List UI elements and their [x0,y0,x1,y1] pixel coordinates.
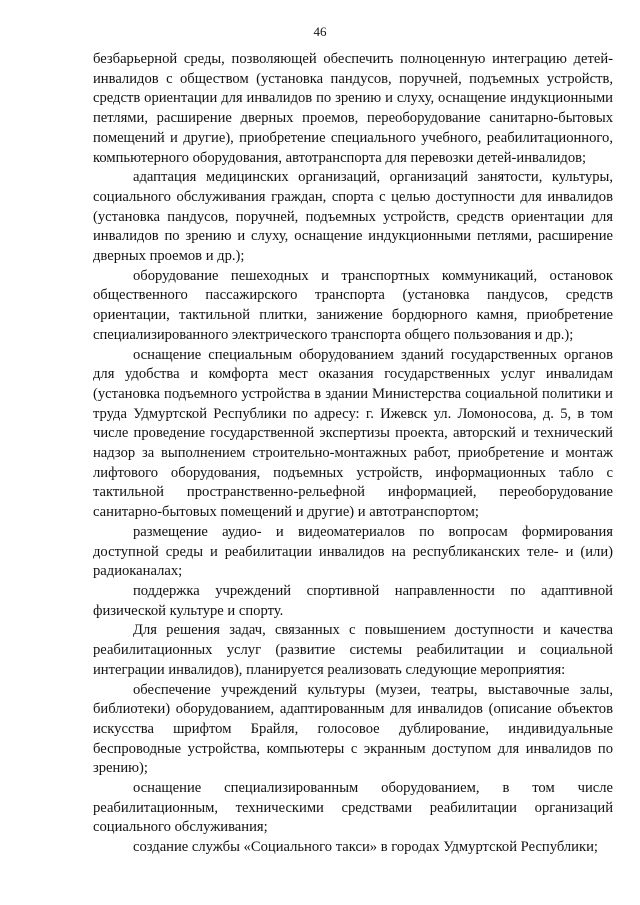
paragraph-social-taxi: создание службы «Социального такси» в городах Удмуртской Республики; [133,839,598,856]
paragraph-media-placement: размещение аудио- и видеоматериалов по вопросам формирования доступной среды и реабилитации инвалидов на республиканских теле- и (или) радиоканалах; [93,523,613,580]
page-number: 46 [313,24,327,39]
paragraph-sports-support: поддержка учреждений спортивной направленности по адаптивной физической культуре и спорту. [93,582,613,619]
paragraph-continuation: безбарьерной среды, позволяющей обеспечить полноценную интеграцию детей-инвалидов с обществом (установка пандусов, поручней, подъемных устройств, средств ориентации для инвалидов по зрению и слуху, оснащение индукционными петлями, расширение дверных проемов, переоборудование санитарно-бытовых помещений и другие), приобретение специального учебного, реабилитационного, компьютерного оборудования, автотранспорта для перевозки детей-инвалидов; [93,51,613,166]
document-body [93,50,613,858]
paragraph-social-service-equipment: оснащение специализированным оборудованием, в том числе реабилитационным, техническими средствами реабилитации организаций социального обслуживания; [93,780,613,836]
paragraph-pedestrian-transport: оборудование пешеходных и транспортных коммуникаций, остановок общественного пассажирского транспорта (установка пандусов, средств ориентации, тактильной плитки, занижение бордюрного камня, приобретение специализированного электрического транспорта общего пользования и др.); [93,267,613,343]
paragraph-adaptation-organizations: адаптация медицинских организаций, организаций занятости, культуры, социального обслуживания граждан, спорта с целью доступности для инвалидов (установка пандусов, поручней, подъемных устройств, средств ориентации для инвалидов по зрению и слуху, оснащение индукционными петлями, расширение дверных проемов и др.); [93,169,613,265]
paragraph-rehabilitation-tasks: Для решения задач, связанных с повышением доступности и качества реабилитационных услуг (развитие системы реабилитации и социальной интеграции инвалидов), планируется реализовать следующие мероприятия: [93,622,613,678]
paragraph-government-buildings: оснащение специальным оборудованием зданий государственных органов для удобства и комфорта мест оказания государственных услуг инвалидам (установка подъемного устройства в здании Министерства социальной политики и труда Удмуртской Республики по адресу: г. Ижевск ул. Ломоносова, д. 5, в том числе проведение государственной экспертизы проекта, авторский и технический надзор за выполнением строительно-монтажных работ, приобретение и монтаж лифтового оборудования, подъемных устройств, информационных табло с тактильной пространственно-рельефной информацией, переоборудование санитарно-бытовых помещений и другие) и автотранспортом; [93,346,613,521]
paragraph-culture-equipment: обеспечение учреждений культуры (музеи, театры, выставочные залы, библиотеки) оборудованием, адаптированным для инвалидов (описание объектов искусства шрифтом Брайля, голосовое дублирование, индивидуальные беспроводные устройства, компьютеры с экранным доступом для инвалидов по зрению); [93,681,613,777]
